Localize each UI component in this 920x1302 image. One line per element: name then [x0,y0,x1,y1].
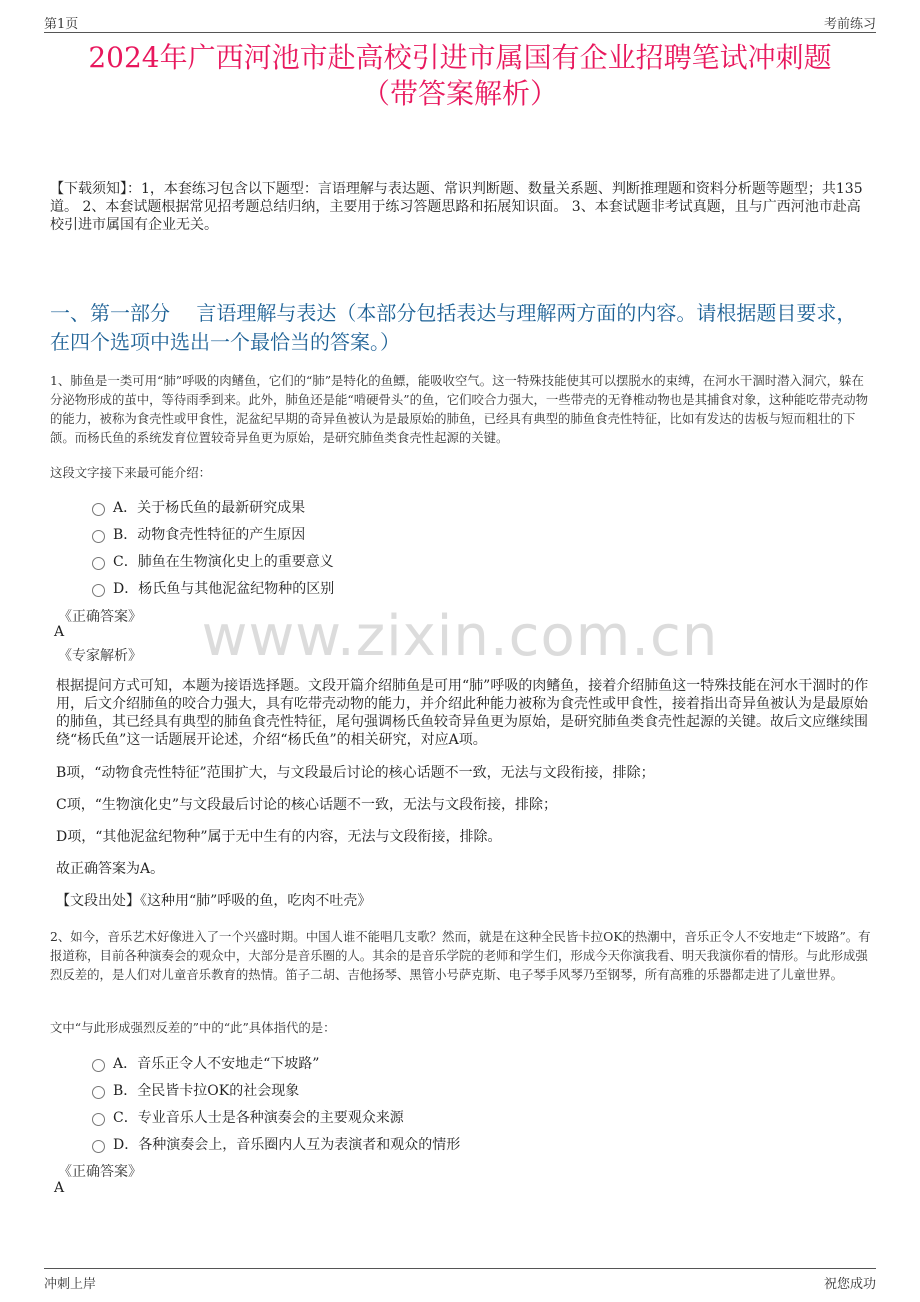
question-2-answer: A [54,1180,65,1196]
radio-icon[interactable] [92,584,105,597]
page-header [44,10,876,33]
radio-icon[interactable] [92,530,105,543]
question-2-prompt: 文中“与此形成强烈反差的”中的“此”具体指代的是： [50,1020,336,1035]
question-2-answer-label: 《正确答案》 [58,1164,142,1180]
option-label: D．杨氏鱼与其他泥盆纪物种的区别 [113,581,335,597]
question-2-option-c[interactable] [92,1107,404,1127]
question-1-prompt: 这段文字接下来最可能介绍： [50,465,212,480]
option-label: B．动物食壳性特征的产生原因 [113,527,306,543]
question-1-option-c[interactable] [92,551,334,571]
section-title: 一、第一部分 言语理解与表达（本部分包括表达与理解两方面的内容。请根据题目要求，在四个选项中选出一个最恰当的答案。） [50,301,857,354]
option-label: B．全民皆卡拉OK的社会现象 [113,1083,300,1099]
radio-icon[interactable] [92,1113,105,1126]
question-1-option-a[interactable] [92,497,305,517]
radio-icon[interactable] [92,503,105,516]
question-1-answer-label: 《正确答案》 [58,609,142,625]
option-label: C．肺鱼在生物演化史上的重要意义 [113,554,334,570]
analysis-paragraph-d: D项，“其他泥盆纪物种”属于无中生有的内容，无法与文段衔接，排除。 [56,829,502,845]
question-2-option-d[interactable] [92,1134,460,1154]
analysis-paragraph-main: 根据提问方式可知，本题为接语选择题。文段开篇介绍肺鱼是可用“肺”呼吸的肉鳍鱼，接着介绍肺鱼这一特殊技能在河水干涸时的作用，后文介绍肺鱼的咬合力强大，具有吃带壳动物的能力，并介绍此种能力被称为食壳性或甲食性，接着指出奇异鱼被认为是最原始的肺鱼，其已经具有典型的肺鱼食壳性特征，尾句强调杨氏鱼较奇异鱼更为原始，是研究肺鱼类食壳性起源的关键。故后文应继续围绕“杨氏鱼”这一话题展开论述，介绍“杨氏鱼”的相关研究，对应A项。 [56,678,869,748]
question-2-text: 2、如今，音乐艺术好像进入了一个兴盛时期。中国人谁不能唱几支歌？然而，就是在这种全民皆卡拉OK的热潮中，音乐正令人不安地走“下坡路”。有报道称，目前各种演奏会的观众中，大部分是音乐圈的人。其余的是音乐学院的老师和学生们，形成今天你演我看、明天我演你看的情形。与此形成强烈反差的，是人们对儿童音乐教育的热情。笛子二胡、吉他扬琴、黑管小号萨克斯、电子琴手风琴乃至钢琴，所有高雅的乐器都走进了儿童世界。 [50,929,871,982]
radio-icon[interactable] [92,1140,105,1153]
analysis-paragraph-c: C项，“生物演化史”与文段最后讨论的核心话题不一致，无法与文段衔接，排除； [56,797,558,813]
question-1-option-b[interactable] [92,524,305,544]
question-1-answer: A [54,624,65,640]
watermark: www.zixin.com.cn [201,604,719,669]
option-label: D．各种演奏会上，音乐圈内人互为表演者和观众的情形 [113,1137,461,1153]
option-label: A．关于杨氏鱼的最新研究成果 [113,500,306,516]
question-2-option-b[interactable] [92,1080,299,1100]
analysis-source: 【文段出处】《这种用“肺”呼吸的鱼，吃肉不吐壳》 [56,893,372,909]
analysis-paragraph-b: B项，“动物食壳性特征”范围扩大，与文段最后讨论的核心话题不一致，无法与文段衔接，排除； [56,765,655,781]
document-title [40,40,880,112]
radio-icon[interactable] [92,557,105,570]
question-1-analysis-label: 《专家解析》 [58,648,142,664]
question-2-option-a[interactable] [92,1053,319,1073]
question-1-option-d[interactable] [92,578,334,598]
question-1-text: 1、肺鱼是一类可用“肺”呼吸的肉鳍鱼，它们的“肺”是特化的鱼鳔，能吸收空气。这一特殊技能使其可以摆脱水的束缚，在河水干涸时潜入洞穴，躲在分泌物形成的茧中，等待雨季到来。此外，肺鱼还是能“啃硬骨头”的鱼，它们咬合力强大，一些带壳的无脊椎动物也是其捕食对象，这种能吃带壳动物的能力，被称为食壳性或甲食性，泥盆纪早期的奇异鱼被认为是最原始的肺鱼，已经具有典型的肺鱼食壳性特征，比如有发达的齿板与短而粗壮的下颌。而杨氏鱼的系统发育位置较奇异鱼更为原始，是研究肺鱼类食壳性起源的关键。 [50,373,869,445]
footer-right-text: 祝您成功 [823,1277,876,1292]
radio-icon[interactable] [92,1086,105,1099]
download-notice: 【下载须知】：1，本套练习包含以下题型：言语理解与表达题、常识判断题、数量关系题、判断推理题和资料分析题等题型；共135道。 2、本套试题根据常见招考题总结归纳，主要用于练习答题思路和拓展知识面。 3、本套试题非考试真题，且与广西河池市赴高校引进市属国有企业无关。 [50,181,863,233]
radio-icon[interactable] [92,1059,105,1072]
analysis-conclusion: 故正确答案为A。 [56,861,165,877]
footer-left-text: 冲刺上岸 [44,1277,97,1292]
option-label: C．专业音乐人士是各种演奏会的主要观众来源 [113,1110,404,1126]
option-label: A．音乐正令人不安地走“下坡路” [113,1056,320,1072]
header-tag: 考前练习 [823,17,876,32]
title-line-2: （带答案解析） [361,77,558,110]
page-footer [44,1268,876,1293]
title-line-1: 2024年广西河池市赴高校引进市属国有企业招聘笔试冲刺题 [88,41,832,74]
page-number: 第1页 [44,17,79,32]
